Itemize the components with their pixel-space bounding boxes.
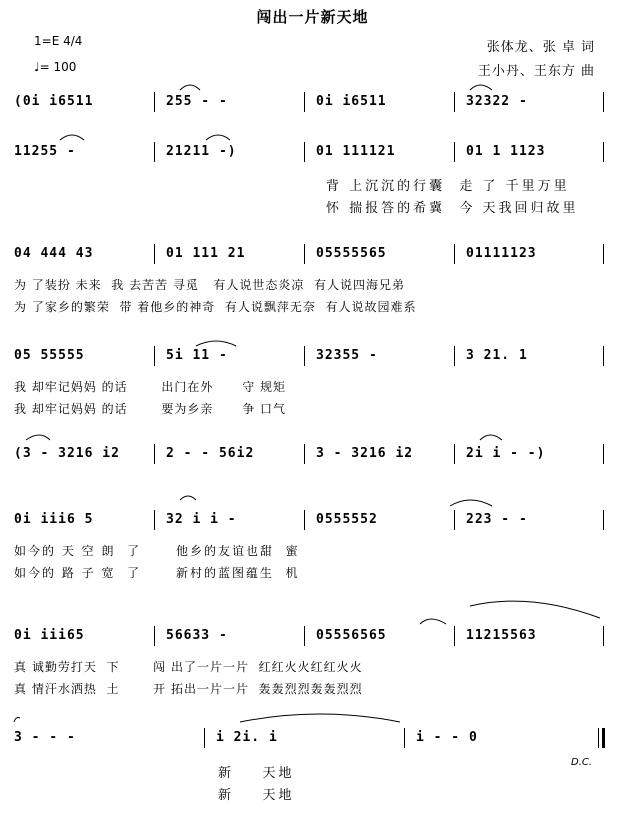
notes: 2 - - 56i2 <box>166 446 255 461</box>
notes: 0i iii65 <box>14 628 85 643</box>
notes: 05 55555 <box>14 348 85 363</box>
score-line-5 <box>14 444 606 464</box>
key-signature: 1=E 4/4 <box>34 34 83 48</box>
measure <box>316 92 456 112</box>
lyric-verse-2: 如今的 路 子 宽 了 新村的蓝图蕴生 机 <box>14 566 300 580</box>
measure <box>14 728 204 748</box>
notes: 32355 - <box>316 348 378 363</box>
notes: 0i iii6 5 <box>14 512 94 527</box>
score-line-2 <box>14 142 606 162</box>
notes: 04 444 43 <box>14 246 94 261</box>
measure <box>166 142 306 162</box>
notes: 11215563 <box>466 628 537 643</box>
notes: 01 1 1123 <box>466 144 546 159</box>
score-line-7 <box>14 626 606 646</box>
notes: 11255 - <box>14 144 76 159</box>
score-line-1 <box>14 92 606 112</box>
notes: 223 - - <box>466 512 528 527</box>
tempo-marking: ♩= 100 <box>34 60 77 74</box>
composer-credit: 王小丹、王东方 曲 <box>477 64 595 79</box>
score-line-3 <box>14 244 606 264</box>
measure <box>466 244 606 264</box>
score-line-4 <box>14 346 606 366</box>
notes: 32322 - <box>466 94 528 109</box>
measure <box>166 244 306 264</box>
measure <box>14 510 154 530</box>
lyric-verse-1: 新 天地 <box>218 766 295 781</box>
lyric-verse-2: 真 情汗水洒热 土 开 拓出一片一片 轰轰烈烈轰轰烈烈 <box>14 682 363 696</box>
measure <box>316 346 456 366</box>
lyric-verse-1: 真 诚勤劳打天 下 闯 出了一片一片 红红火火红红火火 <box>14 660 363 674</box>
measure <box>14 444 154 464</box>
notes: 05556565 <box>316 628 387 643</box>
notes: 01 111 21 <box>166 246 246 261</box>
notes: 0555552 <box>316 512 378 527</box>
measure <box>316 244 456 264</box>
notes: i 2i. i <box>216 730 278 745</box>
lyric-verse-1: 我 却牢记妈妈 的话 出门在外 守 规矩 <box>14 380 287 394</box>
measure <box>316 444 456 464</box>
lyric-verse-1: 为 了装扮 未来 我 去苦苦 寻觅 有人说世态炎凉 有人说四海兄弟 <box>14 278 405 292</box>
lyricist-credit: 张体龙、张 卓 词 <box>486 40 595 55</box>
measure <box>466 142 606 162</box>
measure <box>14 244 154 264</box>
measure <box>166 346 306 366</box>
notes: 32 i i - <box>166 512 237 527</box>
measure <box>166 92 306 112</box>
notes: 2i i - -) <box>466 446 546 461</box>
notes: 3 - 3216 i2 <box>316 446 414 461</box>
measure <box>466 510 606 530</box>
lyric-verse-2: 我 却牢记妈妈 的话 要为乡亲 争 口气 <box>14 402 287 416</box>
lyric-verse-1: 如今的 天 空 朗 了 他乡的友谊也甜 蜜 <box>14 544 300 558</box>
measure <box>166 626 306 646</box>
lyric-verse-1: 背 上沉沉的行囊 走 了 千里万里 <box>326 179 570 194</box>
lyric-verse-2: 怀 揣报答的希冀 今 天我回归故里 <box>326 201 579 216</box>
notes: 01111123 <box>466 246 537 261</box>
measure <box>316 626 456 646</box>
da-capo-marking: D.C. <box>571 757 593 768</box>
score-line-6 <box>14 510 606 530</box>
notes: 56633 - <box>166 628 228 643</box>
song-title: 闯出一片新天地 <box>256 8 369 26</box>
score-line-8 <box>14 728 606 748</box>
measure <box>466 626 606 646</box>
measure <box>166 444 306 464</box>
measure <box>14 626 154 646</box>
notes: i - - 0 <box>416 730 478 745</box>
measure <box>466 444 606 464</box>
measure <box>316 142 456 162</box>
measure <box>14 92 154 112</box>
notes: 3 21. 1 <box>466 348 528 363</box>
notes: 3 - - - <box>14 730 76 745</box>
notes: 0i i6511 <box>316 94 387 109</box>
measure <box>166 510 306 530</box>
measure <box>14 346 154 366</box>
measure <box>466 92 606 112</box>
notes: 5i 11 - <box>166 348 228 363</box>
lyric-verse-2: 新 天地 <box>218 788 295 803</box>
measure <box>316 510 456 530</box>
notes: (0i i6511 <box>14 94 94 109</box>
notes: 05555565 <box>316 246 387 261</box>
measure <box>14 142 154 162</box>
lyric-verse-2: 为 了家乡的繁荣 带 着他乡的神奇 有人说飘萍无奈 有人说故园难系 <box>14 300 417 314</box>
measure <box>416 728 596 748</box>
measure <box>466 346 606 366</box>
notes: 21211 -) <box>166 144 237 159</box>
measure <box>216 728 406 748</box>
notes: 01 111121 <box>316 144 396 159</box>
notes: (3 - 3216 i2 <box>14 446 120 461</box>
notes: 255 - - <box>166 94 228 109</box>
